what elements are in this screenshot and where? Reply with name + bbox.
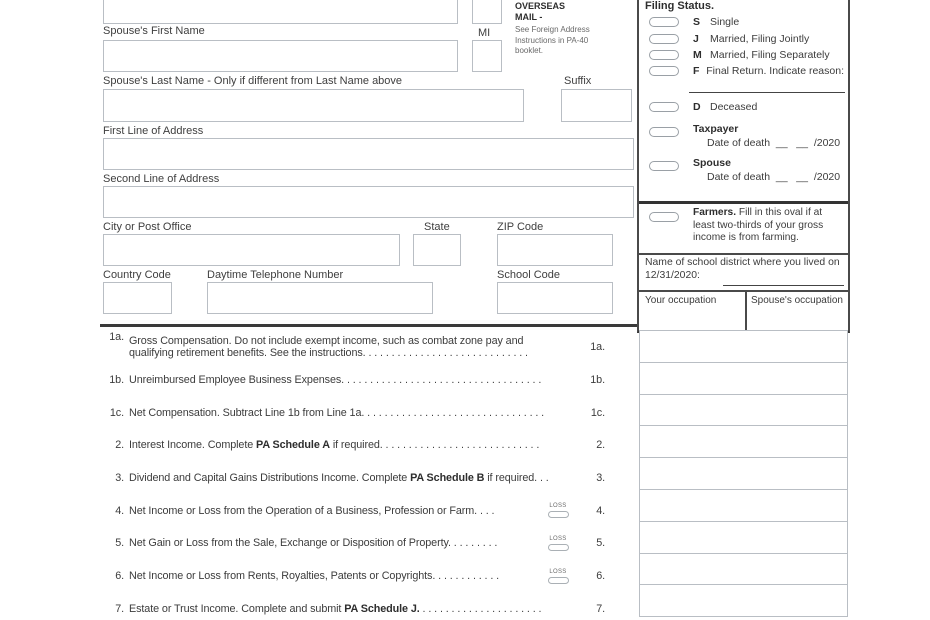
schedule-ref: PA Schedule A bbox=[256, 439, 330, 452]
amount-box-1b[interactable] bbox=[639, 362, 848, 395]
line-number: 7. bbox=[115, 602, 124, 615]
phone-label: Daytime Telephone Number bbox=[207, 269, 344, 281]
filing-oval-J[interactable] bbox=[649, 34, 679, 44]
filing-label: Final Return. Indicate reason: bbox=[706, 65, 844, 78]
loss-indicator bbox=[541, 569, 575, 584]
taxpayer-date-of-death[interactable]: Date of death __ __ /2020 bbox=[707, 137, 841, 149]
overseas-mail-title: OVERSEAS MAIL - bbox=[515, 1, 566, 22]
amount-box-2[interactable] bbox=[639, 425, 848, 458]
dot-leader: . . . . . . . . . . . . . . . . . . . . . . . . . . . . . . . bbox=[364, 406, 545, 419]
dot-leader: . . . . . . . . . . . . . . . . . . . . . . . . . . . bbox=[382, 439, 540, 452]
address1-input[interactable] bbox=[103, 138, 634, 170]
line-number: 4. bbox=[115, 504, 124, 517]
line-text: Net Income or Loss from Rents, Royalties, Patents or Copyrights. . . . . . . . . . . . bbox=[129, 570, 500, 583]
filing-label: Single bbox=[710, 16, 740, 29]
overseas-mail-text: See Foreign Address Instructions in PA-40 booklet. bbox=[515, 25, 590, 55]
dot-leader: . . . . . . . . bbox=[450, 537, 498, 550]
line-number: 2. bbox=[115, 439, 124, 452]
line-ref: 2. bbox=[596, 439, 605, 452]
zip-label: ZIP Code bbox=[497, 221, 544, 233]
dot-leader: . . . . . . . . . . . . . . . . . . . . . bbox=[419, 602, 542, 615]
zip-input[interactable] bbox=[497, 234, 613, 266]
filing-letter: S bbox=[693, 16, 701, 29]
amount-box-5[interactable] bbox=[639, 521, 848, 554]
address1-label: First Line of Address bbox=[103, 125, 204, 137]
filing-label: Married, Filing Jointly bbox=[710, 32, 810, 45]
deceased-option bbox=[649, 99, 844, 115]
suffix-input[interactable] bbox=[561, 89, 632, 122]
amount-boxes bbox=[639, 331, 848, 617]
income-line-1a bbox=[100, 331, 605, 364]
amount-box-7[interactable] bbox=[639, 584, 848, 617]
loss-indicator bbox=[541, 536, 575, 551]
last-name-input[interactable] bbox=[103, 0, 458, 24]
filing-oval-F[interactable] bbox=[649, 66, 679, 76]
panel-divider bbox=[639, 253, 848, 255]
spouse-last-name-label: Spouse's Last Name - Only if different from Last Name above bbox=[103, 75, 403, 87]
loss-label: LOSS bbox=[549, 535, 567, 542]
line-number: 6. bbox=[115, 570, 124, 583]
amount-box-6[interactable] bbox=[639, 553, 848, 586]
amount-box-1c[interactable] bbox=[639, 394, 848, 427]
line-ref: 6. bbox=[596, 570, 605, 583]
filing-oval-S[interactable] bbox=[649, 17, 679, 27]
spouse-deceased-oval[interactable] bbox=[649, 161, 679, 171]
taxpayer-deceased-oval[interactable] bbox=[649, 127, 679, 137]
line-number: 1c. bbox=[109, 406, 124, 419]
filing-letter: F bbox=[693, 65, 700, 78]
taxpayer-label: Taxpayer bbox=[693, 123, 739, 135]
filing-oval-M[interactable] bbox=[649, 50, 679, 60]
line-number: 1b. bbox=[109, 373, 124, 386]
schedule-ref: PA Schedule B bbox=[410, 471, 485, 484]
income-lines bbox=[100, 331, 605, 620]
spouse-occupation-label: Spouse's occupation bbox=[751, 295, 843, 306]
line-ref: 1b. bbox=[590, 373, 605, 386]
filing-status-title: Filing Status. bbox=[645, 0, 715, 12]
line-text: Net Compensation. Subtract Line 1b from Line 1a. . . . . . . . . . . . . . . . . . . . . . . . . . . . . . . . bbox=[129, 406, 545, 419]
line-text: Net Income or Loss from the Operation of a Business, Profession or Farm. . . . bbox=[129, 504, 495, 517]
schedule-ref: PA Schedule J. bbox=[344, 602, 420, 615]
line-ref: 1a. bbox=[590, 341, 605, 354]
filing-letter: J bbox=[693, 32, 699, 45]
farmers-text bbox=[693, 207, 845, 245]
overseas-mail-note bbox=[515, 1, 625, 57]
line-ref: 4. bbox=[596, 504, 605, 517]
income-line-1b bbox=[100, 364, 605, 397]
suffix-label: Suffix bbox=[564, 75, 592, 87]
line-number: 5. bbox=[115, 537, 124, 550]
address2-input[interactable] bbox=[103, 186, 634, 218]
country-code-input[interactable] bbox=[103, 282, 172, 314]
income-line-6 bbox=[100, 560, 605, 593]
filing-letter: M bbox=[693, 48, 702, 61]
filing-option-J bbox=[649, 30, 844, 46]
filing-option-F bbox=[649, 63, 844, 79]
dot-leader: . . . . . . . . . . . . . . . . . . . . . . . . . . . . bbox=[365, 347, 528, 360]
income-line-7 bbox=[100, 593, 605, 620]
loss-indicator bbox=[541, 503, 575, 518]
filing-oval-D[interactable] bbox=[649, 102, 679, 112]
line-number: 1a. bbox=[109, 331, 124, 343]
income-line-2 bbox=[100, 429, 605, 462]
spouse-label: Spouse bbox=[693, 157, 731, 169]
city-input[interactable] bbox=[103, 234, 400, 266]
spouse-mi-input[interactable] bbox=[472, 40, 502, 72]
filing-option-S bbox=[649, 14, 844, 30]
filing-option-D bbox=[649, 99, 844, 115]
amount-box-1a[interactable] bbox=[639, 330, 848, 363]
line-ref: 7. bbox=[596, 602, 605, 615]
final-return-reason-line[interactable] bbox=[689, 92, 845, 93]
line-text: Estate or Trust Income. Complete and submit PA Schedule J. . . . . . . . . . . . . . . . . . . . . . bbox=[129, 602, 542, 615]
amount-box-4[interactable] bbox=[639, 489, 848, 522]
school-district-label: Name of school district where you lived on 12/31/2020: bbox=[645, 257, 840, 281]
income-line-1c bbox=[100, 396, 605, 429]
line-ref: 5. bbox=[596, 537, 605, 550]
spouse-first-name-label: Spouse's First Name bbox=[103, 25, 205, 37]
loss-label: LOSS bbox=[549, 568, 567, 575]
school-district-line[interactable] bbox=[723, 285, 844, 286]
school-code-label: School Code bbox=[497, 269, 560, 281]
loss-oval[interactable] bbox=[548, 544, 569, 551]
panel-divider bbox=[639, 201, 848, 204]
income-line-5 bbox=[100, 527, 605, 560]
line-number: 3. bbox=[115, 471, 124, 484]
phone-input[interactable] bbox=[207, 282, 433, 314]
filing-label: Married, Filing Separately bbox=[710, 48, 830, 61]
mi-input-top[interactable] bbox=[472, 0, 502, 24]
filing-status-options bbox=[649, 14, 844, 80]
city-label: City or Post Office bbox=[103, 221, 192, 233]
line-text: Net Gain or Loss from the Sale, Exchange or Disposition of Property. . . . . . . . . bbox=[129, 537, 498, 550]
state-label: State bbox=[424, 221, 450, 233]
filing-label: Deceased bbox=[710, 101, 758, 114]
loss-label: LOSS bbox=[549, 503, 567, 510]
spouse-last-name-input[interactable] bbox=[103, 89, 524, 122]
line-text: Unreimbursed Employee Business Expenses. . . . . . . . . . . . . . . . . . . . . . . . . . . . . . . . . . . bbox=[129, 373, 542, 386]
farmers-oval[interactable] bbox=[649, 212, 679, 222]
amount-box-3[interactable] bbox=[639, 457, 848, 490]
mi-label: MI bbox=[478, 27, 491, 39]
income-line-4 bbox=[100, 494, 605, 527]
filing-option-M bbox=[649, 47, 844, 63]
your-occupation-label: Your occupation bbox=[645, 295, 717, 306]
line-ref: 3. bbox=[596, 471, 605, 484]
loss-oval[interactable] bbox=[548, 577, 569, 584]
income-line-3 bbox=[100, 462, 605, 495]
spouse-date-of-death[interactable]: Date of death __ __ /2020 bbox=[707, 171, 841, 183]
line-ref: 1c. bbox=[590, 406, 605, 419]
filing-letter: D bbox=[693, 101, 701, 114]
dot-leader: . . . . . . . . . . . . . . . . . . . . . . . . . . . . . . . . . . bbox=[344, 373, 542, 386]
dot-leader: . . . bbox=[477, 504, 495, 517]
dot-leader: . . bbox=[537, 471, 549, 484]
dot-leader: . . . . . . . . . . . bbox=[435, 570, 500, 583]
farmers-bold: Farmers. bbox=[693, 207, 737, 218]
line-text: Dividend and Capital Gains Distributions Income. Complete PA Schedule B if required. . . bbox=[129, 471, 549, 484]
address2-label: Second Line of Address bbox=[103, 173, 220, 185]
filing-status-panel bbox=[637, 0, 850, 333]
state-input[interactable] bbox=[413, 234, 461, 266]
section-divider bbox=[100, 324, 639, 327]
school-code-input[interactable] bbox=[497, 282, 613, 314]
spouse-first-name-input[interactable] bbox=[103, 40, 458, 72]
loss-oval[interactable] bbox=[548, 511, 569, 518]
country-code-label: Country Code bbox=[103, 269, 171, 281]
line-text: Interest Income. Complete PA Schedule A if required. . . . . . . . . . . . . . . . . . . . . . . . . . . . bbox=[129, 439, 540, 452]
farmers-rest: Fill in this oval if at least two-thirds of your gross income is from farming. bbox=[693, 207, 824, 243]
line-text: Gross Compensation. Do not include exempt income, such as combat zone pay and qualifying retirement benefits. See the instructions. . . . . . . . . . . . . . . . . . . . . . . . . . . . . bbox=[129, 335, 528, 360]
